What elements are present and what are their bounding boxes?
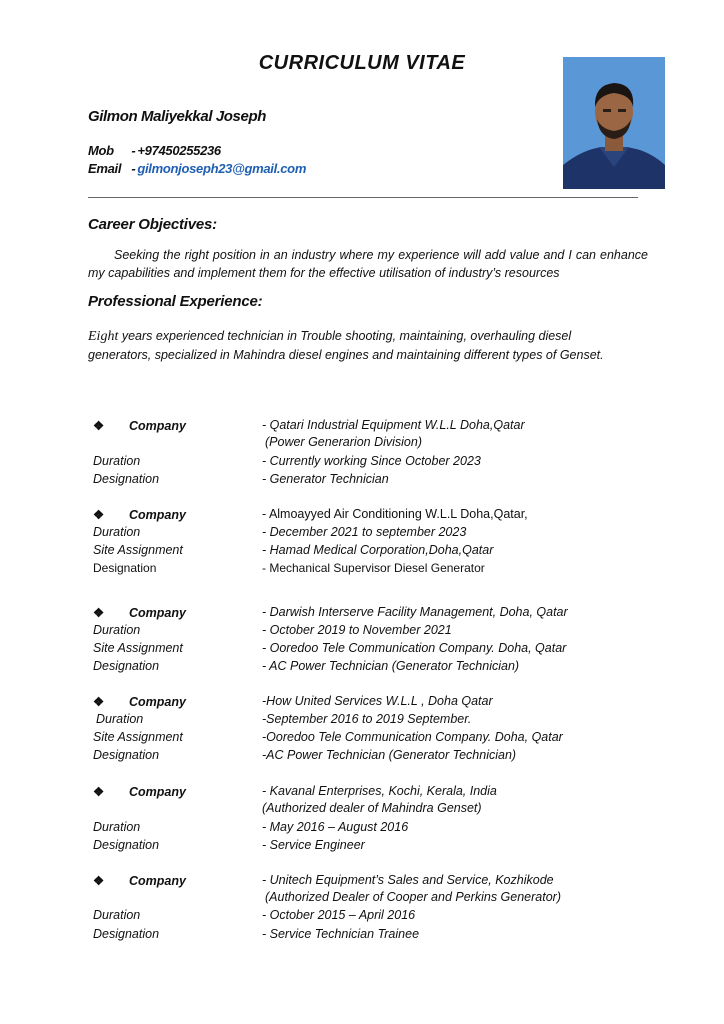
professional-experience-heading: Professional Experience: <box>88 293 263 310</box>
candidate-name: Gilmon Maliyekkal Joseph <box>88 108 266 125</box>
company-name: - Kavanal Enterprises, Kochi, Kerala, India <box>262 784 497 798</box>
email-line <box>88 161 306 176</box>
designation-value: -AC Power Technician (Generator Technician) <box>262 748 517 762</box>
site-assignment-label: Site Assignment <box>93 641 183 655</box>
diamond-bullet-icon: ❖ <box>93 785 105 799</box>
site-assignment-value: - Ooredoo Tele Communication Company. Doha, Qatar <box>262 641 567 655</box>
email-dash: - <box>131 161 136 176</box>
company-name: - Qatari Industrial Equipment W.L.L Doha,Qatar <box>262 418 525 432</box>
company-label: ❖ Company <box>93 419 186 433</box>
email-link[interactable]: gilmonjoseph23@gmail.com <box>137 161 307 176</box>
site-assignment-label: Site Assignment <box>93 543 183 557</box>
designation-label: Designation <box>93 472 160 486</box>
duration-label: Duration <box>93 525 141 539</box>
company-division: (Power Generarion Division) <box>265 435 423 449</box>
duration-value: - October 2015 – April 2016 <box>262 908 416 922</box>
company-dealer-note: (Authorized Dealer of Cooper and Perkins Generator) <box>265 890 561 904</box>
company-label: ❖ Company <box>93 508 186 522</box>
company-label: ❖ Company <box>93 785 186 799</box>
diamond-bullet-icon: ❖ <box>93 419 105 433</box>
duration-value: -September 2016 to 2019 September. <box>262 712 472 726</box>
company-label: ❖ Company <box>93 695 186 709</box>
header-divider <box>88 197 638 198</box>
designation-label: Designation <box>93 561 157 575</box>
professional-summary <box>88 327 618 364</box>
diamond-bullet-icon: ❖ <box>93 695 105 709</box>
designation-label: Designation <box>93 748 160 762</box>
designation-label: Designation <box>93 927 160 941</box>
portrait-illustration <box>563 57 665 189</box>
company-label: ❖ Company <box>93 874 186 888</box>
experience-years-word: Eight <box>88 329 119 344</box>
designation-label: Designation <box>93 659 160 673</box>
designation-value: - Mechanical Supervisor Diesel Generator <box>262 561 485 575</box>
email-label: Email <box>88 161 122 176</box>
mobile-line <box>88 143 221 158</box>
career-objectives-heading: Career Objectives: <box>88 216 217 233</box>
duration-label: Duration <box>93 454 141 468</box>
company-name: - Almoayyed Air Conditioning W.L.L Doha,Qatar, <box>262 507 528 521</box>
document-title: CURRICULUM VITAE <box>258 52 466 74</box>
designation-value: - Generator Technician <box>262 472 389 486</box>
professional-summary-text: years experienced technician in Trouble shooting, maintaining, overhauling diesel generators, specialized in Mahindra diesel engines and maintaining different types of Genset. <box>88 329 604 362</box>
mobile-number: +97450255236 <box>137 143 221 158</box>
diamond-bullet-icon: ❖ <box>93 606 105 620</box>
duration-label: Duration <box>93 908 141 922</box>
career-objectives-text: Seeking the right position in an industry where my experience will add value and I can enhance my capabilities and implement them for the effective utilisation of industry’s resources <box>88 248 648 280</box>
duration-value: - December 2021 to september 2023 <box>262 525 467 539</box>
duration-value: - May 2016 – August 2016 <box>262 820 409 834</box>
mobile-label: Mob <box>88 143 114 158</box>
duration-label: Duration <box>96 712 144 726</box>
site-assignment-value: - Hamad Medical Corporation,Doha,Qatar <box>262 543 494 557</box>
site-assignment-label: Site Assignment <box>93 730 183 744</box>
duration-label: Duration <box>93 820 141 834</box>
company-name: - Unitech Equipment’s Sales and Service, Kozhikode <box>262 873 554 887</box>
profile-photo <box>563 57 665 189</box>
company-label: ❖ Company <box>93 606 186 620</box>
duration-value: - October 2019 to November 2021 <box>262 623 452 637</box>
designation-value: - AC Power Technician (Generator Technician) <box>262 659 520 673</box>
company-name: -How United Services W.L.L , Doha Qatar <box>262 694 493 708</box>
designation-value: - Service Engineer <box>262 838 365 852</box>
duration-label: Duration <box>93 623 141 637</box>
site-assignment-value: -Ooredoo Tele Communication Company. Doha, Qatar <box>262 730 563 744</box>
company-name: - Darwish Interserve Facility Management, Doha, Qatar <box>262 605 568 619</box>
designation-value: - Service Technician Trainee <box>262 927 420 941</box>
duration-value: - Currently working Since October 2023 <box>262 454 481 468</box>
diamond-bullet-icon: ❖ <box>93 874 105 888</box>
designation-label: Designation <box>93 838 160 852</box>
diamond-bullet-icon: ❖ <box>93 508 105 522</box>
company-dealer-note: (Authorized dealer of Mahindra Genset) <box>262 801 482 815</box>
mobile-dash: - <box>131 143 136 158</box>
